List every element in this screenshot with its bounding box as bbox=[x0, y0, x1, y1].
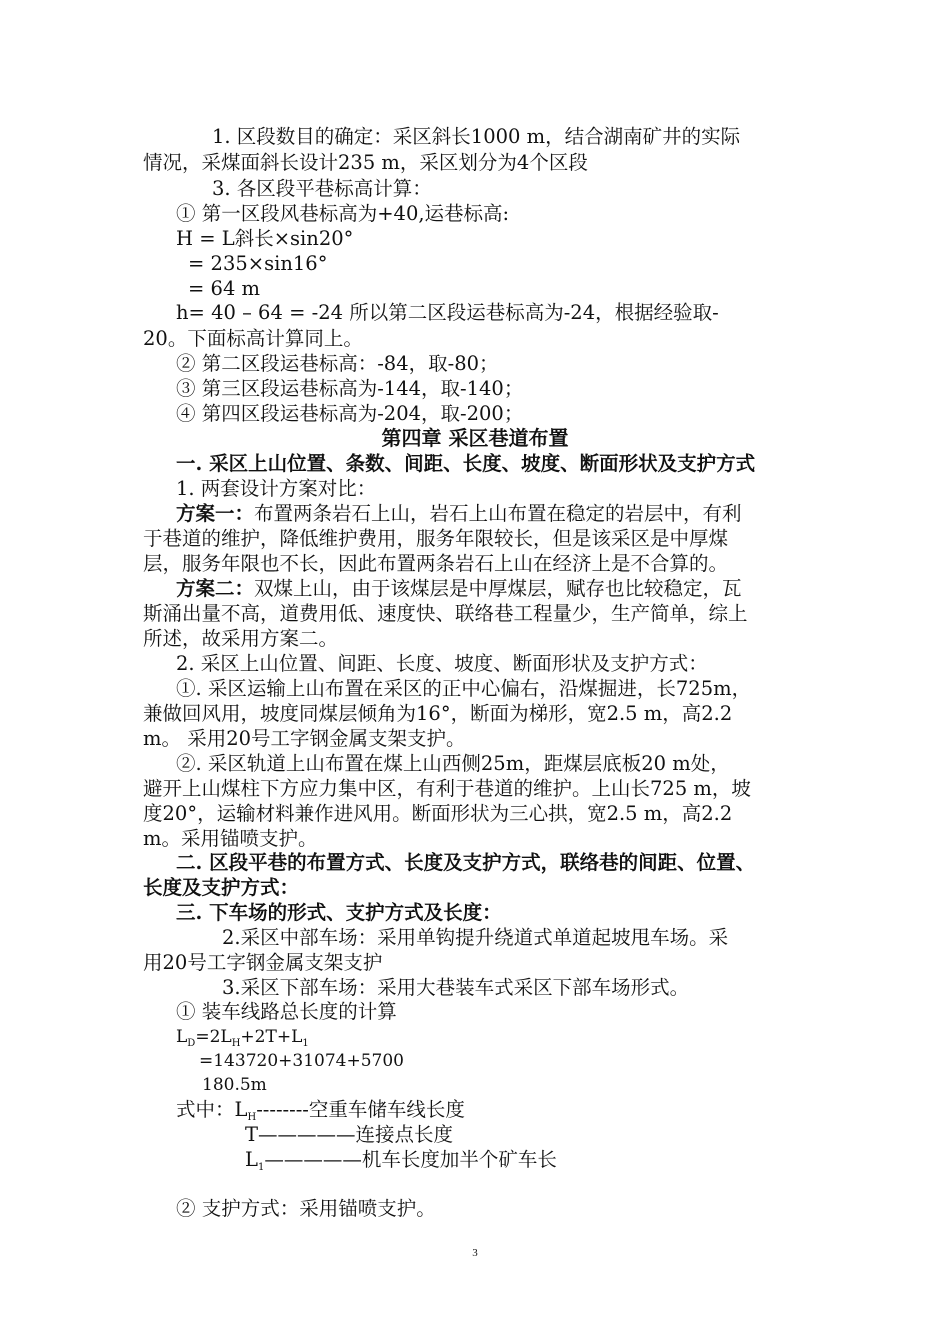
formula-subscript: D bbox=[187, 1038, 196, 1049]
legend-subscript: 1 bbox=[257, 1162, 265, 1173]
paragraph-line bbox=[176, 576, 742, 602]
page-number: 3 bbox=[472, 1247, 478, 1259]
text-line: ① 第一区段风巷标高为+40,运巷标高: bbox=[176, 202, 510, 225]
text-line: 度20°，运输材料兼作进风用。断面形状为三心拱，宽2.5 m，高2.2 bbox=[143, 802, 733, 825]
text-line: ④ 第四区段运巷标高为-204，取-200； bbox=[176, 402, 524, 425]
formula-text: L bbox=[176, 1027, 188, 1047]
formula-line: = 64 m bbox=[188, 277, 261, 300]
formula-text: +2T+L bbox=[240, 1027, 303, 1047]
formula-line bbox=[176, 1024, 309, 1050]
paragraph-line: 于巷道的维护，降低维护费用，服务年限较长，但是该采区是中厚煤 bbox=[143, 527, 729, 550]
legend-line bbox=[176, 1097, 465, 1123]
text-line: 3. 各区段平巷标高计算： bbox=[212, 177, 432, 200]
legend-line: T—————连接点长度 bbox=[245, 1123, 454, 1146]
text-line: m。采用锚喷支护。 bbox=[143, 827, 318, 850]
legend-text: --------空重车储车线长度 bbox=[256, 1098, 465, 1121]
legend-text: 式中：L bbox=[176, 1098, 248, 1121]
formula-subscript: H bbox=[231, 1038, 241, 1049]
paragraph-line bbox=[176, 501, 742, 527]
scheme-label: 方案二： bbox=[176, 577, 255, 600]
formula-line: H = L斜长×sin20° bbox=[176, 227, 354, 250]
text-line: 20。下面标高计算同上。 bbox=[143, 327, 363, 350]
section-heading: 长度及支护方式： bbox=[143, 876, 300, 899]
formula-subscript: 1 bbox=[302, 1038, 309, 1049]
chapter-heading: 第四章 采区巷道布置 bbox=[381, 426, 569, 450]
text-line: 1. 区段数目的确定：采区斜长1000 m，结合湖南矿井的实际 bbox=[212, 125, 741, 148]
paragraph-text: 布置两条岩石上山，岩石上山布置在稳定的岩层中，有利 bbox=[254, 502, 742, 525]
formula-line: = 235×sin16° bbox=[188, 252, 328, 275]
formula-line: =143720+31074+5700 bbox=[199, 1051, 404, 1071]
text-line: ③ 第三区段运巷标高为-144，取-140； bbox=[176, 377, 524, 400]
legend-line bbox=[245, 1147, 557, 1173]
paragraph-text: 双煤上山，由于该煤层是中厚煤层，赋存也比较稳定，瓦 bbox=[254, 577, 742, 600]
paragraph-line: 层，服务年限也不长，因此布置两条岩石上山在经济上是不合算的。 bbox=[143, 552, 729, 575]
text-line: h= 40 – 64 = -24 所以第二区段运巷标高为-24，根据经验取- bbox=[176, 301, 719, 324]
text-line: 2. 采区上山位置、间距、长度、坡度、断面形状及支护方式： bbox=[176, 652, 708, 675]
paragraph-line: 斯涌出量不高，道费用低、速度快、联络巷工程量少，生产简单，综上 bbox=[143, 602, 748, 625]
text-line: 2.采区中部车场：采用单钩提升绕道式单道起坡甩车场。采 bbox=[222, 926, 729, 949]
legend-subscript: H bbox=[247, 1112, 257, 1123]
text-line: ② 第二区段运巷标高：-84，取-80； bbox=[176, 352, 499, 375]
text-line: ①. 采区运输上山布置在采区的正中心偏右，沿煤掘进，长725m， bbox=[176, 677, 752, 700]
text-line: 1. 两套设计方案对比： bbox=[176, 477, 377, 500]
text-line: 用20号工字钢金属支架支护 bbox=[143, 951, 383, 974]
section-heading: 三. 下车场的形式、支护方式及长度： bbox=[176, 901, 502, 924]
paragraph-line: 所述，故采用方案二。 bbox=[143, 627, 339, 650]
text-line: ② 支护方式：采用锚喷支护。 bbox=[176, 1197, 436, 1220]
legend-text: L bbox=[245, 1148, 258, 1171]
text-line: ②. 采区轨道上山布置在煤上山西侧25m，距煤层底板20 m处， bbox=[176, 752, 730, 775]
formula-line: 180.5m bbox=[202, 1075, 267, 1095]
text-line: 避开上山煤柱下方应力集中区，有利于巷道的维护。上山长725 m，坡 bbox=[143, 777, 751, 800]
scheme-label: 方案一： bbox=[176, 502, 255, 525]
section-heading: 二. 区段平巷的布置方式、长度及支护方式，联络巷的间距、位置、 bbox=[176, 851, 756, 874]
text-line: m。 采用20号工字钢金属支架支护。 bbox=[143, 727, 466, 750]
text-line: ① 装车线路总长度的计算 bbox=[176, 1000, 397, 1023]
text-line: 情况，采煤面斜长设计235 m，采区划分为4个区段 bbox=[143, 151, 588, 174]
section-heading: 一. 采区上山位置、条数、间距、长度、坡度、断面形状及支护方式 bbox=[176, 452, 756, 475]
formula-text: =2L bbox=[195, 1027, 232, 1047]
text-line: 3.采区下部车场：采用大巷装车式采区下部车场形式。 bbox=[222, 976, 690, 999]
legend-text: —————机车长度加半个矿车长 bbox=[264, 1148, 557, 1171]
text-line: 兼做回风用，坡度同煤层倾角为16°，断面为梯形，宽2.5 m，高2.2 bbox=[143, 702, 733, 725]
